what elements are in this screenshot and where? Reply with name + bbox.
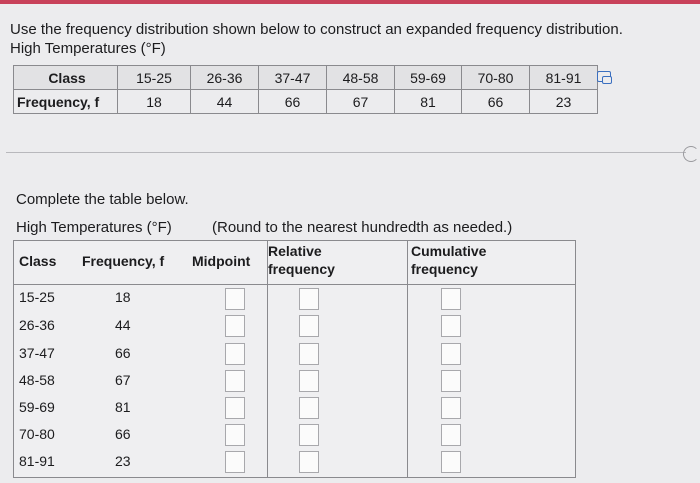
relative-frequency-input[interactable]	[299, 288, 319, 310]
question-instruction: Use the frequency distribution shown below to construct an expanded frequency distribution.	[10, 21, 623, 38]
row-class: 26-36	[19, 317, 55, 333]
cumulative-frequency-input[interactable]	[441, 451, 461, 473]
frequency-cell: 66	[259, 90, 327, 114]
relative-frequency-column-header: Relative frequency	[268, 243, 335, 277]
relative-frequency-input[interactable]	[299, 343, 319, 365]
class-cell: 59-69	[395, 66, 462, 90]
frequency-cell: 66	[462, 90, 530, 114]
frequency-distribution-table	[13, 65, 598, 114]
class-cell: 48-58	[327, 66, 395, 90]
row-frequency: 66	[115, 426, 131, 442]
frequency-column-header: Frequency, f	[82, 253, 165, 269]
midpoint-input[interactable]	[225, 288, 245, 310]
frequency-row	[14, 90, 598, 114]
class-cell: 15-25	[118, 66, 191, 90]
row-class: 81-91	[19, 453, 55, 469]
midpoint-column-header: Midpoint	[192, 253, 251, 269]
frequency-cell: 44	[191, 90, 259, 114]
relative-frequency-input[interactable]	[299, 370, 319, 392]
class-cell: 70-80	[462, 66, 530, 90]
cumulative-frequency-input[interactable]	[441, 424, 461, 446]
top-table-title: High Temperatures (°F)	[10, 40, 166, 57]
cumulative-frequency-input[interactable]	[441, 397, 461, 419]
class-header: Class	[14, 66, 118, 90]
midpoint-input[interactable]	[225, 343, 245, 365]
row-frequency: 67	[115, 372, 131, 388]
frequency-cell: 81	[395, 90, 462, 114]
relative-frequency-input[interactable]	[299, 315, 319, 337]
top-accent-bar	[0, 0, 700, 4]
cumulative-frequency-input[interactable]	[441, 343, 461, 365]
answer-table-title: High Temperatures (°F)	[16, 219, 172, 236]
class-cell: 81-91	[530, 66, 598, 90]
row-class: 59-69	[19, 399, 55, 415]
relative-frequency-input[interactable]	[299, 451, 319, 473]
midpoint-input[interactable]	[225, 451, 245, 473]
cumulative-frequency-column-header: Cumulative frequency	[411, 243, 487, 277]
midpoint-input[interactable]	[225, 424, 245, 446]
midpoint-input[interactable]	[225, 397, 245, 419]
row-class: 70-80	[19, 426, 55, 442]
row-frequency: 23	[115, 453, 131, 469]
copy-table-icon[interactable]	[597, 71, 611, 82]
midpoint-input[interactable]	[225, 370, 245, 392]
cumulative-frequency-input[interactable]	[441, 315, 461, 337]
row-class: 15-25	[19, 289, 55, 305]
class-row	[14, 66, 598, 90]
row-frequency: 18	[115, 289, 131, 305]
class-column-header: Class	[19, 253, 57, 269]
rounding-note: (Round to the nearest hundredth as needed.)	[212, 219, 513, 236]
header-divider	[14, 284, 575, 285]
row-frequency: 44	[115, 317, 131, 333]
relative-frequency-input[interactable]	[299, 424, 319, 446]
row-class: 48-58	[19, 372, 55, 388]
row-frequency: 81	[115, 399, 131, 415]
row-class: 37-47	[19, 345, 55, 361]
frequency-cell: 67	[327, 90, 395, 114]
frequency-cell: 18	[118, 90, 191, 114]
row-frequency: 66	[115, 345, 131, 361]
section-divider	[6, 152, 686, 153]
complete-prompt: Complete the table below.	[16, 191, 189, 208]
frequency-cell: 23	[530, 90, 598, 114]
class-cell: 37-47	[259, 66, 327, 90]
relative-frequency-input[interactable]	[299, 397, 319, 419]
class-cell: 26-36	[191, 66, 259, 90]
expanded-frequency-table	[13, 240, 576, 478]
cumulative-frequency-input[interactable]	[441, 288, 461, 310]
expand-handle-icon[interactable]	[683, 146, 699, 162]
midpoint-input[interactable]	[225, 315, 245, 337]
column-divider	[407, 241, 408, 477]
frequency-header: Frequency, f	[14, 90, 118, 114]
cumulative-frequency-input[interactable]	[441, 370, 461, 392]
